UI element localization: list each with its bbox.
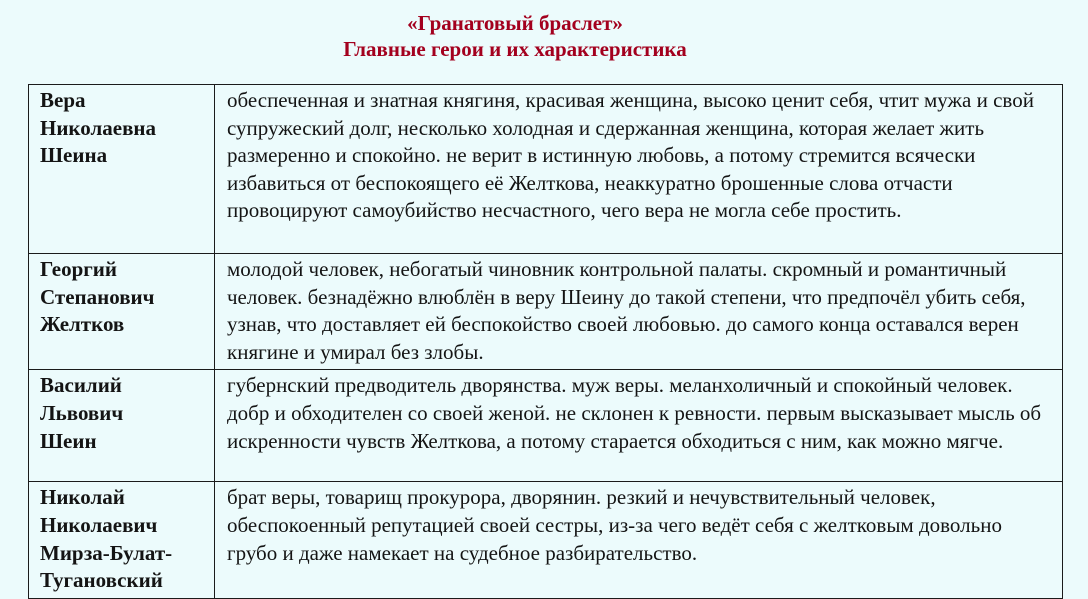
character-name-cell (29, 254, 215, 370)
document-subtitle: Главные герои и их характеристика (343, 37, 687, 61)
characters-table (28, 84, 1063, 599)
character-description: губернский предводитель дворянства. муж веры. меланхоличный и спокойный человек. добр и обходителен со своей женой. не склонен к ревности. первым высказывает мысль об искренности чувств Желткова, а потому старается обходиться с ним, как можно мягче. (215, 370, 1063, 482)
table-row (29, 370, 1063, 482)
table-row (29, 254, 1063, 370)
character-name-cell (29, 482, 215, 598)
character-name-line: Тугановский (40, 568, 163, 593)
character-name-line: Шеин (40, 428, 97, 453)
character-name-line: Николаевна (40, 115, 157, 140)
character-name-line: Василий (40, 373, 122, 398)
character-name-line: Мирза-Булат- (40, 540, 173, 565)
character-name-line: Вера (40, 88, 86, 112)
character-name-line: Желтков (40, 312, 125, 337)
character-name-line: Георгий (40, 257, 117, 281)
character-name-line: Николай (40, 485, 125, 510)
table-row (29, 482, 1063, 598)
character-name-line: Николаевич (40, 512, 158, 537)
table-row (29, 85, 1063, 254)
character-description: молодой человек, небогатый чиновник контрольной палаты. скромный и романтичный человек. безнадёжно влюблён в веру Шеину до такой степени, что предпочёл убить себя, узнав, что доставляет ей беспокойство своей любовью. до самого конца оставался верен княгине и умирал без злобы. (215, 254, 1063, 370)
document-title: «Гранатовый браслет» (407, 11, 623, 35)
character-description: брат веры, товарищ прокурора, дворянин. резкий и нечувствительный человек, обеспокоенный репутацией своей сестры, из-за чего ведёт себя с желтковым довольно грубо и даже намекает на судебное разбирательство. (215, 482, 1063, 598)
document-header (0, 10, 1030, 62)
character-name-line: Степанович (40, 284, 155, 309)
character-name-cell (29, 370, 215, 482)
character-name-line: Шеина (40, 143, 108, 168)
character-name-line: Львович (40, 400, 124, 425)
character-description: обеспеченная и знатная княгиня, красивая женщина, высоко ценит себя, чтит мужа и свой супружеский долг, несколько холодная и сдержанная женщина, которая желает жить размеренно и спокойно. не верит в истинную любовь, а потому стремится всячески избавиться от беспокоящего её Желткова, неаккуратно брошенные слова отчасти провоцируют самоубийство несчастного, чего вера не могла себе простить. (215, 85, 1063, 254)
character-name-cell (29, 85, 215, 254)
